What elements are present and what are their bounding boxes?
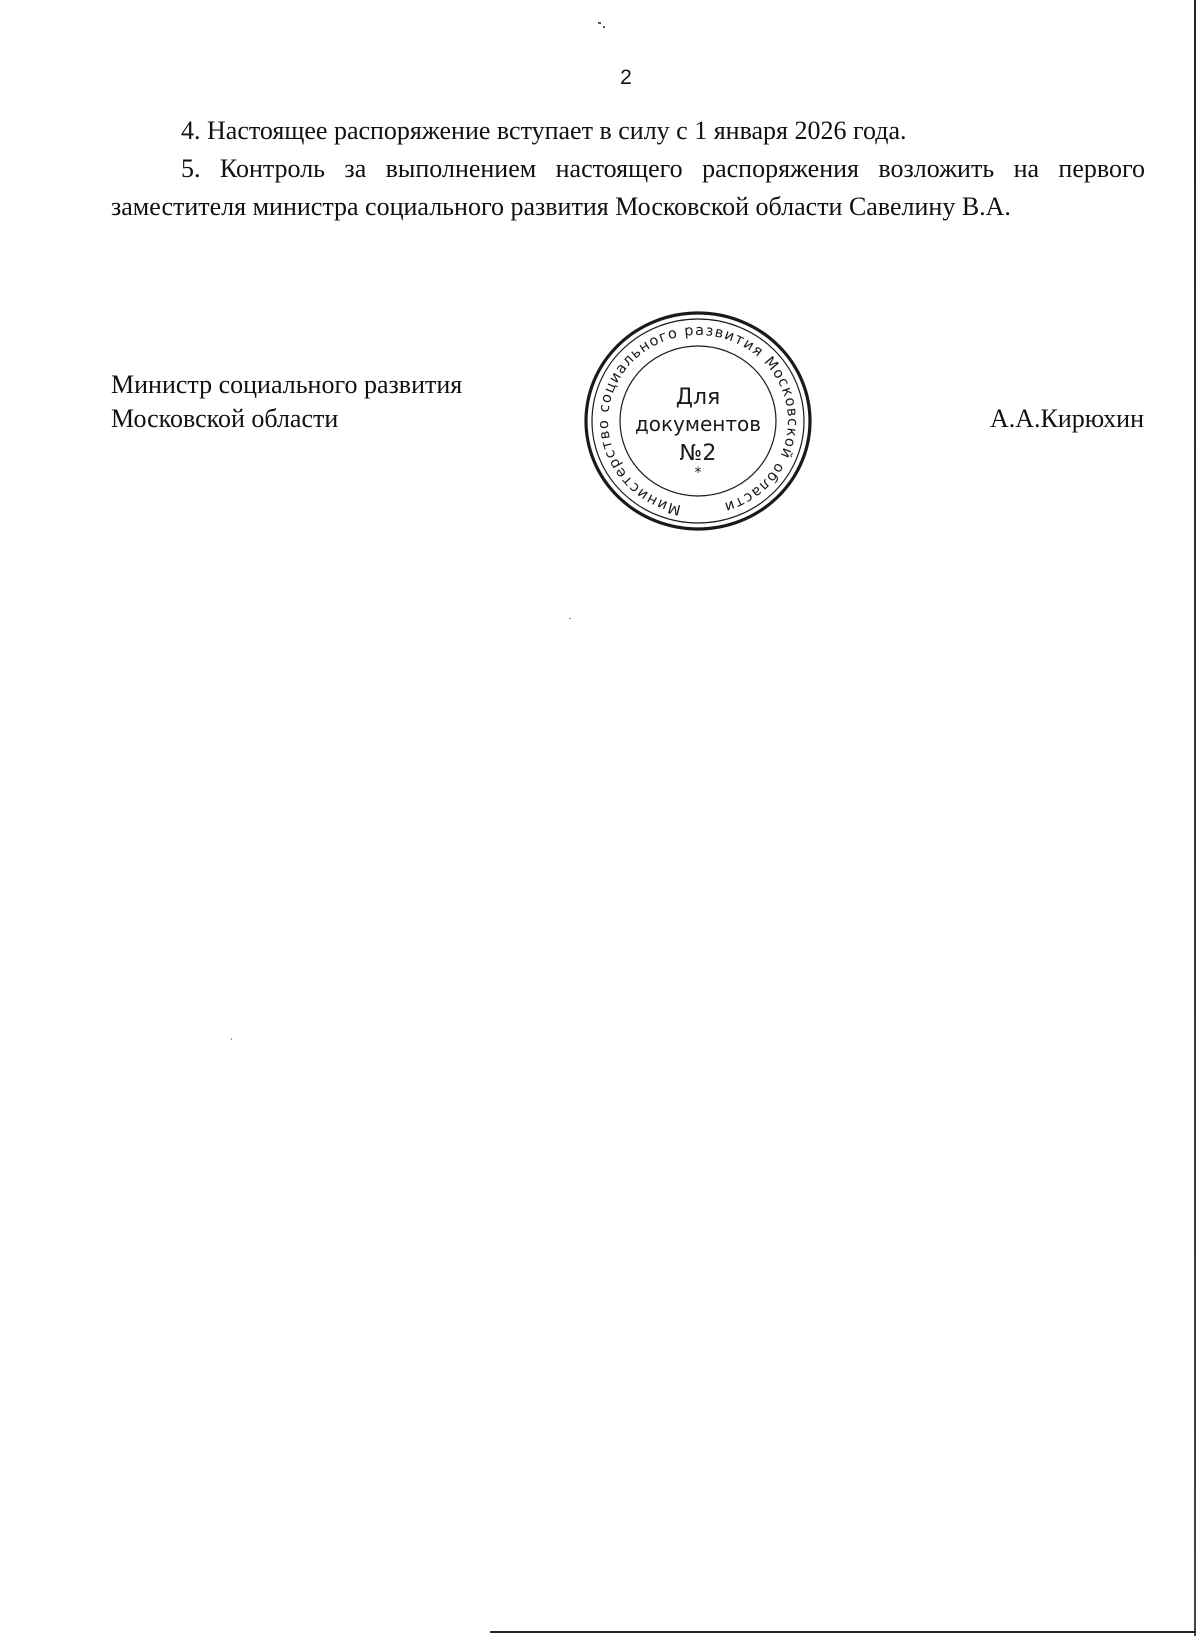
seal-outer-text: Министерство социального развития Московской области [595,322,801,518]
signatory-title [111,368,462,436]
page-number: 2 [620,66,632,89]
scan-speck [598,22,601,24]
seal-center-line-3: №2 [679,441,717,466]
seal-center-line-1: Для [675,385,721,410]
scan-speck [603,26,605,28]
scan-edge-right [1194,0,1196,1636]
document-body [111,112,1145,226]
seal-center-line-2: документов [634,412,762,436]
signatory-title-line-2: Московской области [111,404,339,433]
paragraph-5: 5. Контроль за выполнением настоящего распоряжения возложить на первого заместителя министра социального развития Московской области Савелину В.А. [111,154,1145,221]
signatory-name: А.А.Кирюхин [989,404,1144,433]
scan-edge-bottom [490,1631,1196,1633]
paragraph-4: 4. Настоящее распоряжение вступает в силу с 1 января 2026 года. [181,116,907,145]
scan-speck [569,618,571,619]
scan-speck [231,1038,232,1040]
official-seal [578,307,818,537]
seal-star: * [694,465,702,481]
signatory-title-line-1: Министр социального развития [111,370,463,399]
